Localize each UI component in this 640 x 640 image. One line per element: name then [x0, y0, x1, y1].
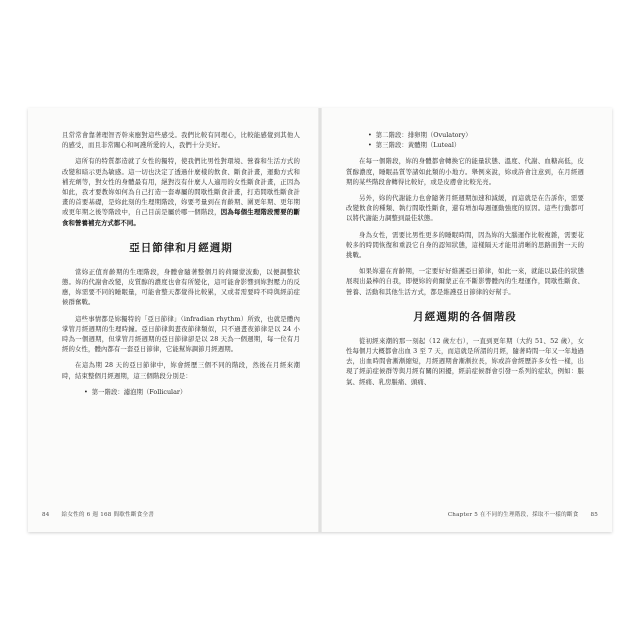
left-paragraph-3: 當妳正值育齡期的生理階段，身體會隨著整個月的荷爾蒙波動，以便調整狀態。妳的代謝會改變，皮質醇的濃度也會有所變化，這可能會影響到妳對壓力的反應，妳需要不同的睡眠量，可能會整天都覺得比較累，又或者需要時不時與經前症候群奮戰。 [62, 267, 300, 307]
bullet-icon: • [368, 131, 372, 139]
right-paragraph-5: 從初經來潮的那一刻起（12 歲左右），一直到更年期（大約 51、52 歲），女性每個月大概都會出血 3 至 7 天，而這就是所謂的月經，隨著時間一年又一年地過去，出血時間會漸漸縮短，月經週期會漸漸拉長，妳或許會經歷許多女性一樣，出現了經前症候群等與月經有關的困擾，經前症候群會引發一系列的症狀，例如：脹氣、經痛、乳房脹痛、頭痛、 [346, 336, 584, 386]
left-paragraph-2-bold: 因為每個生理階段需要的斷食和營養補充方式都不同。 [62, 208, 300, 227]
left-paragraph-2-text: 這所有的特質都造就了女性的獨特，使我們比男性對環境、營養和生活方式的改變和暗示更為敏感。這一切也決定了透過什麼樣的飲食、斷食計畫，運動方式和補充劑等，對女性的身體最有用，絕對沒有什麼人人適用的女性斷食計畫，正因為如此，我才要教妳如何為自己打造一套專屬的間歇性斷食計畫，打造間歇性斷食計畫的首要基礎，是妳此刻的生理期階段，妳要考量到在育齡期、圍更年期、更年期或更年期之後等階段中，自己目前是屬於哪一個階段， [62, 157, 300, 217]
book-gutter [318, 108, 322, 532]
phase-list-right [346, 130, 584, 150]
section-heading-menstrual-phases: 月經週期的各個階段 [413, 310, 517, 323]
left-paragraph-1: 且常常會靠著理智否幹來應對這些感受。我們比較有同理心，比較能感覺到其他人的感受，而且非常關心和呵護所愛的人，我們十分美好。 [62, 131, 300, 150]
bullet-icon: • [368, 141, 372, 150]
book-spread [28, 108, 612, 532]
left-footer [42, 510, 154, 518]
phase-list-left [62, 387, 300, 397]
right-paragraph-4: 如果妳還在育齡期，一定要好好維護亞日節律，如此一來，就能以最佳的狀態展現出最棒的自我，即便妳的荷爾蒙正在不斷影響體內的生理運作，間歇性斷食、營養、活動和其他生活方式，都是維護亞日節律的好幫手。 [346, 267, 584, 296]
phase-list-item [62, 387, 300, 397]
phase-list-item [346, 140, 584, 150]
left-paragraph-5: 在這為期 28 天的亞日節律中，妳會經歷三個不同的階段，然後在月經來潮時，結束整個月經週期，這三個階段分別是： [62, 361, 300, 380]
phase-list-item [346, 130, 584, 140]
left-paragraph-2 [62, 156, 300, 227]
right-paragraph-3: 身為女性，需要比男性更多的睡眠時間，因為妳的大腦運作比較複雜，需要花較多的時間恢復和重設它自身的認知狀態，這樣隔天才能用清晰的思路面對一天的挑戰。 [346, 230, 584, 260]
right-running-title: Chapter 5 在不同的生理階段，採取不一樣的斷食 [447, 512, 579, 518]
right-page [346, 130, 584, 393]
section-heading-infradian: 亞日節律和月經週期 [129, 241, 233, 254]
left-page [62, 130, 300, 403]
left-running-title: 給女性的 6 週 168 間歇性斷食全書 [61, 512, 155, 518]
right-paragraph-2: 另外，妳的代謝能力也會隨著月經週期加速和減緩，而這就是在告訴你，需要改變飲食的種類、執行間歇性斷食，還有增加每週運動強度的原因。這些行動都可以將代謝能力調整到最佳狀態。 [346, 194, 584, 223]
right-page-number: 85 [590, 512, 598, 518]
phase-label: 第三階段：黃體期（Luteal） [375, 141, 461, 150]
right-paragraph-1: 在每一個階段，妳的身體都會轉換它的能量狀態、溫度、代謝、血糖高低，皮質醇濃度，睡眠品質等諸如此類的小地方。舉例來說，妳或許會注意到，在月經週期的某些階段會轉得比較好，或是皮膚會比較光亮。 [346, 157, 584, 186]
right-footer [448, 510, 598, 518]
phase-label: 第一階段：濾泡期（Follicular） [91, 387, 187, 396]
left-page-number: 84 [42, 512, 50, 518]
phase-label: 第二階段：排卵期（Ovulatory） [375, 131, 472, 139]
left-paragraph-4: 這些事情都是妳獨特的「亞日節律」（infradian rhythm）所致，也就是體內掌管月經週期的生理時鐘。亞日節律與晝夜節律類似，只不過晝夜節律是以 24 小時為一個週期，但掌管月經週期的亞日節律卻是以 28 天為一個週期，每一位有月經的女性，體內都有一套亞日節律，它能幫妳調節月經週期。 [62, 314, 300, 354]
bullet-icon: • [84, 387, 88, 396]
